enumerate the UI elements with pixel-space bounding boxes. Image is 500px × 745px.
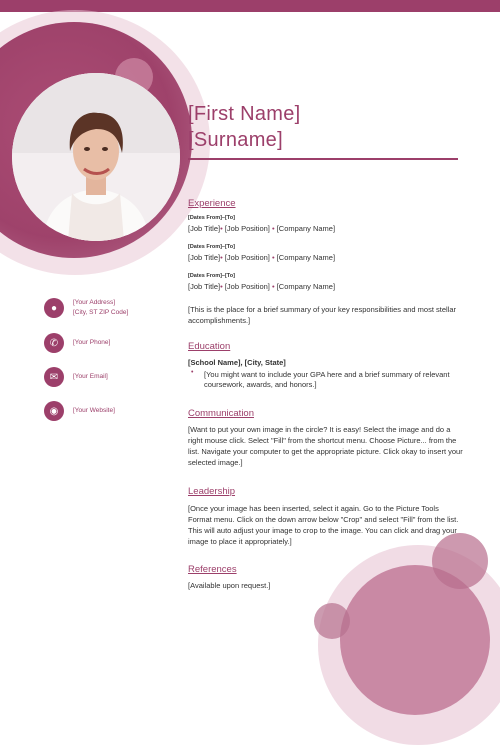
job-2-company: [Company Name] bbox=[276, 253, 336, 262]
email-icon: ✉ bbox=[44, 367, 64, 387]
phone-icon: ✆ bbox=[44, 333, 64, 353]
decor-circle-bottom-top bbox=[432, 533, 488, 589]
website-text[interactable]: [Your Website] bbox=[73, 407, 115, 414]
job-2-title: [Job Title] bbox=[188, 253, 221, 262]
communication-text[interactable]: [Want to put your own image in the circle? It is easy! Select the image and do a right mouse click. Select "Fill" from the shortcut menu. Choose Picture... from the list. Navigate your computer to get the appropriate picture. Click okay to insert your selected image.] bbox=[188, 425, 463, 467]
references-heading[interactable]: References bbox=[188, 564, 237, 575]
school-line[interactable]: [School Name], [City, State] bbox=[188, 358, 286, 367]
surname[interactable]: [Surname] bbox=[188, 129, 283, 151]
profile-photo-image bbox=[12, 73, 180, 241]
job-3-line[interactable]: [Job Title]• [Job Position] • [Company Name] bbox=[188, 282, 336, 291]
references-text[interactable]: [Available upon request.] bbox=[188, 581, 271, 590]
decor-circle-bottom-left bbox=[314, 603, 350, 639]
leadership-heading[interactable]: Leadership bbox=[188, 486, 236, 497]
communication-heading[interactable]: Communication bbox=[188, 408, 254, 419]
job-3-dates[interactable]: [Dates From]–[To] bbox=[188, 273, 235, 279]
job-3-company: [Company Name] bbox=[276, 282, 336, 291]
job-1-dates[interactable]: [Dates From]–[To] bbox=[188, 215, 235, 221]
contact-phone bbox=[44, 333, 110, 353]
first-name[interactable]: [First Name] bbox=[188, 103, 301, 125]
education-bullet-marker: • bbox=[191, 369, 194, 376]
job-1-line[interactable]: [Job Title]• [Job Position] • [Company Name] bbox=[188, 224, 336, 233]
job-3-position: [Job Position] bbox=[224, 282, 270, 291]
globe-icon: ◉ bbox=[44, 401, 64, 421]
location-pin-icon: ● bbox=[44, 298, 64, 318]
job-2-dates[interactable]: [Dates From]–[To] bbox=[188, 244, 235, 250]
name-divider bbox=[188, 158, 458, 160]
experience-heading[interactable]: Experience bbox=[188, 198, 236, 209]
job-2-line[interactable]: [Job Title]• [Job Position] • [Company Name] bbox=[188, 253, 336, 262]
job-2-position: [Job Position] bbox=[224, 253, 270, 262]
address-line2[interactable]: [City, ST ZIP Code] bbox=[73, 309, 129, 316]
job-1-company: [Company Name] bbox=[276, 224, 336, 233]
job-1-position: [Job Position] bbox=[224, 224, 270, 233]
contact-address bbox=[44, 298, 128, 318]
leadership-text[interactable]: [Once your image has been inserted, select it again. Go to the Picture Tools Format menu. Click on the down arrow below "Crop" and select "Fill" from the list. This will auto adjust your image to crop to the image. You can click and drag your image to place it appropriately.] bbox=[188, 504, 459, 546]
phone-text[interactable]: [Your Phone] bbox=[73, 339, 111, 346]
address-line1[interactable]: [Your Address] bbox=[73, 299, 116, 306]
contact-email bbox=[44, 367, 108, 387]
contact-website bbox=[44, 401, 115, 421]
experience-summary[interactable]: [This is the place for a brief summary of your key responsibilities and most stellar accomplishments.] bbox=[188, 305, 457, 325]
email-text[interactable]: [Your Email] bbox=[73, 373, 108, 380]
job-1-title: [Job Title] bbox=[188, 224, 221, 233]
education-bullet-text[interactable]: [You might want to include your GPA here and a brief summary of relevant coursework, awards, and honors.] bbox=[204, 370, 450, 389]
education-heading[interactable]: Education bbox=[188, 341, 231, 352]
job-3-title: [Job Title] bbox=[188, 282, 221, 291]
profile-photo[interactable] bbox=[12, 73, 180, 241]
